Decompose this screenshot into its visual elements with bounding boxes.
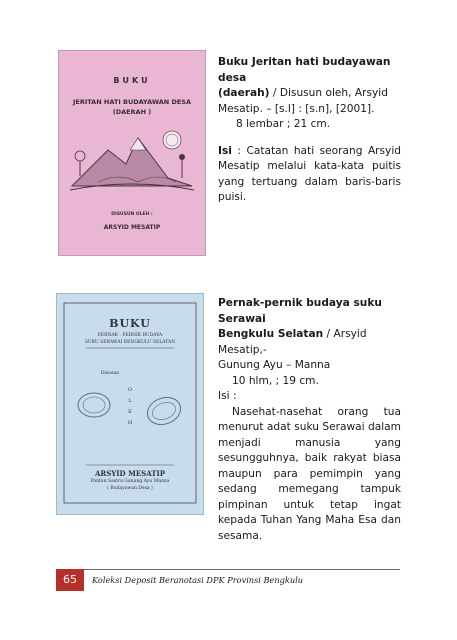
entry2-title-rest: / Arsyid Mesatip,- bbox=[218, 328, 367, 356]
cover2-oleh-letters bbox=[56, 385, 204, 429]
entry2-extent: 10 hlm, ; 19 cm. bbox=[232, 374, 319, 387]
entry2-isi-label: Isi : bbox=[218, 390, 237, 402]
entry-2-description bbox=[218, 296, 401, 544]
cover2-letter: O bbox=[127, 387, 133, 393]
entry1-title-bold-1: Buku Jeritan hati budayawan desa bbox=[218, 56, 391, 84]
cover2-subtitle-2: SUKU SERAWAI BENGKULU SELATAN bbox=[84, 340, 176, 345]
footer-rule bbox=[56, 569, 400, 570]
book-cover-image-1 bbox=[58, 50, 206, 256]
entry1-extent: 8 lembar ; 21 cm. bbox=[236, 118, 331, 130]
cover1-buku: BUKU bbox=[113, 76, 151, 85]
entry2-title-bold-2: Bengkulu Selatan bbox=[218, 328, 324, 340]
entry1-imprint: Mesatip. – [s.l] : [s.n], [2001]. bbox=[218, 102, 375, 115]
entry1-isi-label: Isi bbox=[218, 144, 232, 157]
cover2-author: ARSYID MESATIP bbox=[94, 469, 166, 478]
page-number: 65 bbox=[56, 569, 84, 591]
cover1-title-line1: JERITAN HATI BUDAYAWAN DESA bbox=[72, 98, 192, 106]
cover2-affiliation-2: ( Budayawan Desa ) bbox=[107, 486, 153, 491]
entry2-title-bold-1: Pernak-pernik budaya suku Serawai bbox=[218, 297, 382, 325]
cover2-buku: BUKU bbox=[109, 317, 151, 330]
cover2-letter: L bbox=[128, 398, 132, 404]
cover1-author: ARSYID MESATIP bbox=[103, 224, 161, 231]
cover1-disusun: DISUSUN OLEH : bbox=[111, 212, 153, 217]
entry-1-description bbox=[218, 55, 401, 206]
entry1-title-rest: / Disusun oleh, Arsyid bbox=[269, 87, 388, 99]
cover2-disusun: Disusun bbox=[100, 371, 120, 376]
footer-caption: Koleksi Deposit Beranotasi DPK Provinsi Bengkulu bbox=[92, 575, 304, 585]
cover2-subtitle-1: PERNAK - PERNIK BUDAYA bbox=[97, 333, 163, 338]
cover1-title-line2: (DAERAH ) bbox=[112, 108, 152, 116]
cover2-letter: E bbox=[128, 409, 132, 415]
entry2-isi-text: Nasehat-nasehat orang tua menurut adat suku Serawai dalam menjadi manusia yang sesungguhnya, baik rakyat biasa maupun para pemimpin yang sedang memegang tampuk pimpinan untuk tetap ingat kepada Tuhan Yang Maha Esa dan sesama. bbox=[218, 405, 401, 542]
entry2-imprint: Gunung Ayu – Manna bbox=[218, 359, 331, 371]
book-cover-image-2 bbox=[56, 293, 204, 515]
mountain-illustration-icon bbox=[68, 120, 196, 200]
cover2-letter: H bbox=[127, 420, 133, 426]
cover2-affiliation-1: Pantun Sastra Gunung Ayu Manna bbox=[90, 479, 170, 484]
entry1-isi-text: : Catatan hati seorang Arsyid Mesatip melalui kata-kata puitis yang tertuang dalam baris-baris puisi. bbox=[218, 144, 401, 203]
entry1-title-bold-2: (daerah) bbox=[218, 87, 270, 99]
